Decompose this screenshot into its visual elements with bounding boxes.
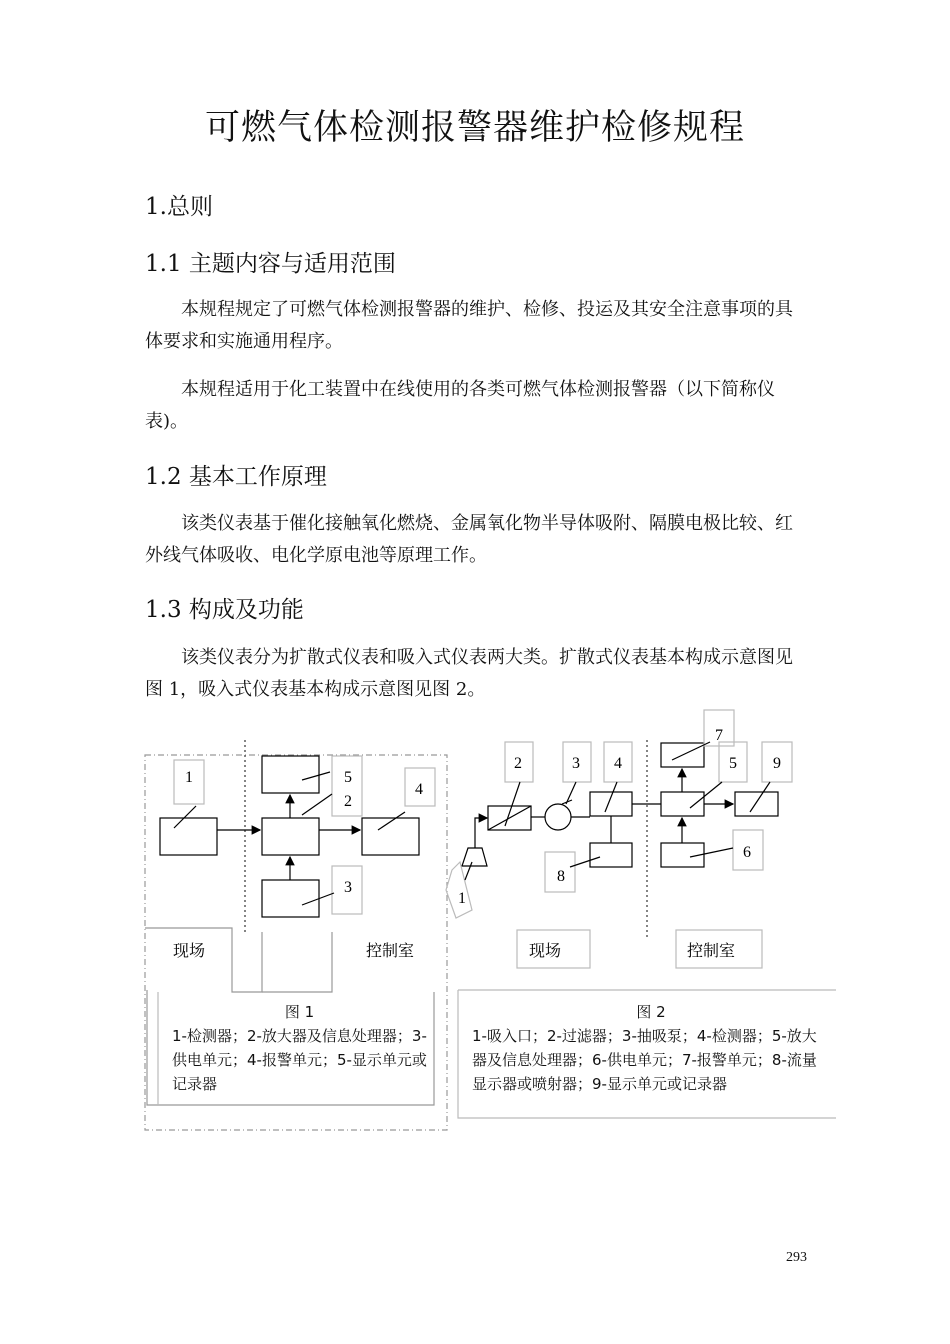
- fig2-label-1: 1: [458, 890, 466, 907]
- fig2-amplifier-box: [661, 792, 704, 816]
- fig2-display-box: [735, 792, 778, 816]
- fig2-label-9: 9: [773, 755, 781, 772]
- fig1-field-label: 现场: [173, 941, 206, 960]
- paragraph-applicability: 本规程适用于化工装置中在线使用的各类可燃气体检测报警器（以下简称仪表)。: [145, 379, 775, 432]
- fig1-label-4: 4: [415, 781, 423, 798]
- paragraph-principle: 该类仪表基于催化接触氧化燃烧、金属氧化物半导体吸附、隔膜电极比较、红外线气体吸收、电化学原电池等原理工作。: [145, 513, 793, 566]
- figure-1-caption-title: 图 1: [284, 1003, 315, 1021]
- fig1-label-1: 1: [185, 769, 193, 786]
- fig1-control-label: 控制室: [366, 941, 415, 960]
- section-heading-1-1: 1.1 主题内容与适用范围: [145, 251, 396, 277]
- section-heading-1-2: 1.2 基本工作原理: [145, 464, 327, 490]
- page-number: 293: [786, 1250, 807, 1265]
- figure-2-caption-title: 图 2: [636, 1003, 666, 1021]
- fig2-label-4: 4: [614, 755, 622, 772]
- section-heading-1-3: 1.3 构成及功能: [145, 597, 304, 623]
- fig2-control-label: 控制室: [687, 941, 736, 960]
- fig2-pump-icon: [545, 804, 571, 830]
- fig1-power-box: [262, 880, 319, 917]
- paragraph-scope: 本规程规定了可燃气体检测报警器的维护、检修、投运及其安全注意事项的具体要求和实施通用程序。: [145, 299, 793, 352]
- figure-2-caption-body: 1-吸入口；2-过滤器；3-抽吸泵；4-检测器；5-放大器及信息处理器；6-供电单元；7-报警单元；8-流量显示器或喷射器；9-显示单元或记录器: [472, 1027, 817, 1093]
- figure-2-caption: [472, 1000, 830, 1096]
- fig2-label-6: 6: [743, 844, 751, 861]
- figure-1-caption-body: 1-检测器；2-放大器及信息处理器；3-供电单元；4-报警单元；5-显示单元或记录器: [172, 1027, 427, 1093]
- fig2-inlet: [462, 848, 487, 866]
- fig1-label-2: 2: [344, 793, 352, 810]
- fig2-label-3: 3: [572, 755, 580, 772]
- document-title: 可燃气体检测报警器维护检修规程: [204, 108, 745, 148]
- fig1-amplifier-box: [262, 818, 319, 855]
- figure-1-caption: [172, 1000, 427, 1096]
- fig2-field-label: 现场: [529, 941, 562, 960]
- fig1-label-5: 5: [344, 769, 352, 786]
- paragraph-composition: 该类仪表分为扩散式仪表和吸入式仪表两大类。扩散式仪表基本构成示意图见图 1，吸入式仪表基本构成示意图见图 2。: [145, 647, 793, 700]
- fig2-label-2: 2: [514, 755, 522, 772]
- section-heading-1: 1.总则: [145, 194, 213, 220]
- fig2-flow-box: [590, 843, 632, 867]
- fig1-display-box: [262, 756, 319, 793]
- fig1-alarm-box: [362, 818, 419, 855]
- fig1-detector-box: [160, 818, 217, 855]
- fig2-label-8: 8: [557, 868, 565, 885]
- fig2-label-5: 5: [729, 755, 737, 772]
- fig1-label-3: 3: [344, 879, 352, 896]
- fig2-label-7: 7: [715, 727, 723, 744]
